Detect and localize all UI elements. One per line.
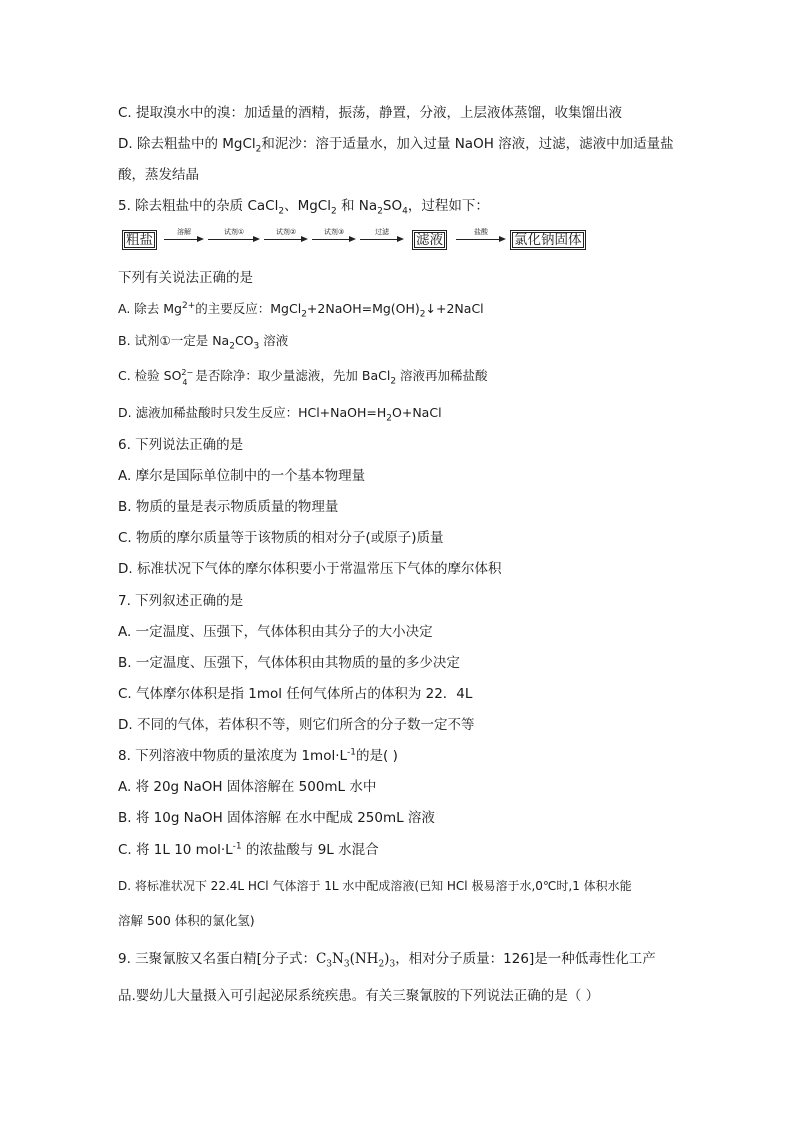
q8-option-d-line1: D. 将标准状况下 22.4L HCl 气体溶于 1L 水中配成溶液(已知 HCl 极易溶于水,0℃时,1 体积水能: [118, 879, 632, 893]
q5-flow-diagram: [118, 228, 598, 254]
q4-option-d-line2: 酸，蒸发结晶: [118, 167, 199, 183]
q6-option-b: B. 物质的量是表示物质质量的物理量: [118, 499, 339, 515]
q6-option-a: A. 摩尔是国际单位制中的一个基本物理量: [118, 468, 366, 484]
q5-option-c: C. 检验 SO 2− 4 是否除净：取少量滤液，先加 BaCl$_2$ 溶液再加稀盐酸: [118, 368, 488, 387]
q7-option-b: B. 一定温度、压强下，气体体积由其物质的量的多少决定: [118, 655, 460, 671]
q8-option-a: A. 将 20g NaOH 固体溶解在 500mL 水中: [118, 779, 377, 795]
q8-stem: 8. 下列溶液中物质的量浓度为 $1mol\cdot L^{-1}$的是( ): [118, 747, 398, 764]
q7-option-c: C. 气体摩尔体积是指 1mol 任何气体所占的体积为 22．4L: [118, 686, 473, 702]
flow-end-box: 氯化钠固体: [510, 230, 586, 250]
q6-option-d: D. 标准状况下气体的摩尔体积要小于常温常压下气体的摩尔体积: [118, 561, 502, 577]
melamine-formula: $C_3N_3(NH_2)_3$: [315, 951, 396, 970]
q9-stem-line2: 品.婴幼儿大量摄入可引起泌尿系统疾患。有关三聚氰胺的下列说法正确的是（ ）: [118, 988, 600, 1004]
flow-mid-box: 滤液: [412, 230, 447, 250]
q5-option-d: D. 滤液加稀盐酸时只发生反应：$HCl+NaOH=H_2O+NaCl$: [118, 405, 442, 424]
flow-start-box: 粗盐: [122, 230, 157, 250]
flow-arrow-4: 试剂③: [312, 228, 356, 250]
q8-option-b: B. 将 10g NaOH 固体溶解 在水中配成 250mL 溶液: [118, 810, 435, 826]
q6-option-c: C. 物质的摩尔质量等于该物质的相对分子(或原子)质量: [118, 530, 444, 546]
q6-stem: 6. 下列说法正确的是: [118, 437, 244, 453]
q5-stem: 5. 除去粗盐中的杂质 CaCl$_2$、MgCl$_2$ 和 $Na_2SO_4$，过程如下：: [118, 198, 489, 217]
q8-option-d-line2: 溶解 500 体积的氯化氢): [118, 913, 255, 928]
q5-option-b: B. 试剂①一定是 $Na_2CO_3$ 溶液: [118, 333, 289, 352]
flow-arrow-3: 试剂②: [264, 228, 308, 250]
q4-option-c: C. 提取溴水中的溴：加适量的酒精，振荡，静置，分液，上层液体蒸馏，收集馏出液: [118, 105, 623, 121]
q8-option-c: C. 将 1L 10 $mol\cdot L^{-1}$ 的浓盐酸与 9L 水混合: [118, 841, 379, 858]
q4-option-d-line1: D. 除去粗盐中的 MgCl$_2$和泥沙：溶于适量水，加入过量 NaOH 溶液，过滤，滤液中加适量盐: [118, 136, 674, 155]
flow-arrow-2: 试剂①: [208, 228, 260, 250]
q7-option-d: D. 不同的气体，若体积不等，则它们所含的分子数一定不等: [118, 717, 475, 733]
flow-arrow-5: 过滤: [360, 228, 404, 250]
q7-option-a: A. 一定温度、压强下，气体体积由其分子的大小决定: [118, 624, 433, 640]
q9-stem-line1: 9. 三聚氰胺又名蛋白精[分子式：$C_3N_3(NH_2)_3$，相对分子质量：126]是一种低毒性化工产: [118, 951, 656, 970]
flow-arrow-6: 盐酸: [456, 228, 506, 250]
flow-arrow-1: 溶解: [164, 228, 204, 250]
q7-stem: 7. 下列叙述正确的是: [118, 593, 244, 609]
q5-prompt: 下列有关说法正确的是: [118, 270, 253, 286]
q5-option-a: A. 除去 $Mg^{2+}$的主要反应：$MgCl_2+2NaOH=Mg(OH)_2↓+2NaCl$: [118, 300, 484, 320]
